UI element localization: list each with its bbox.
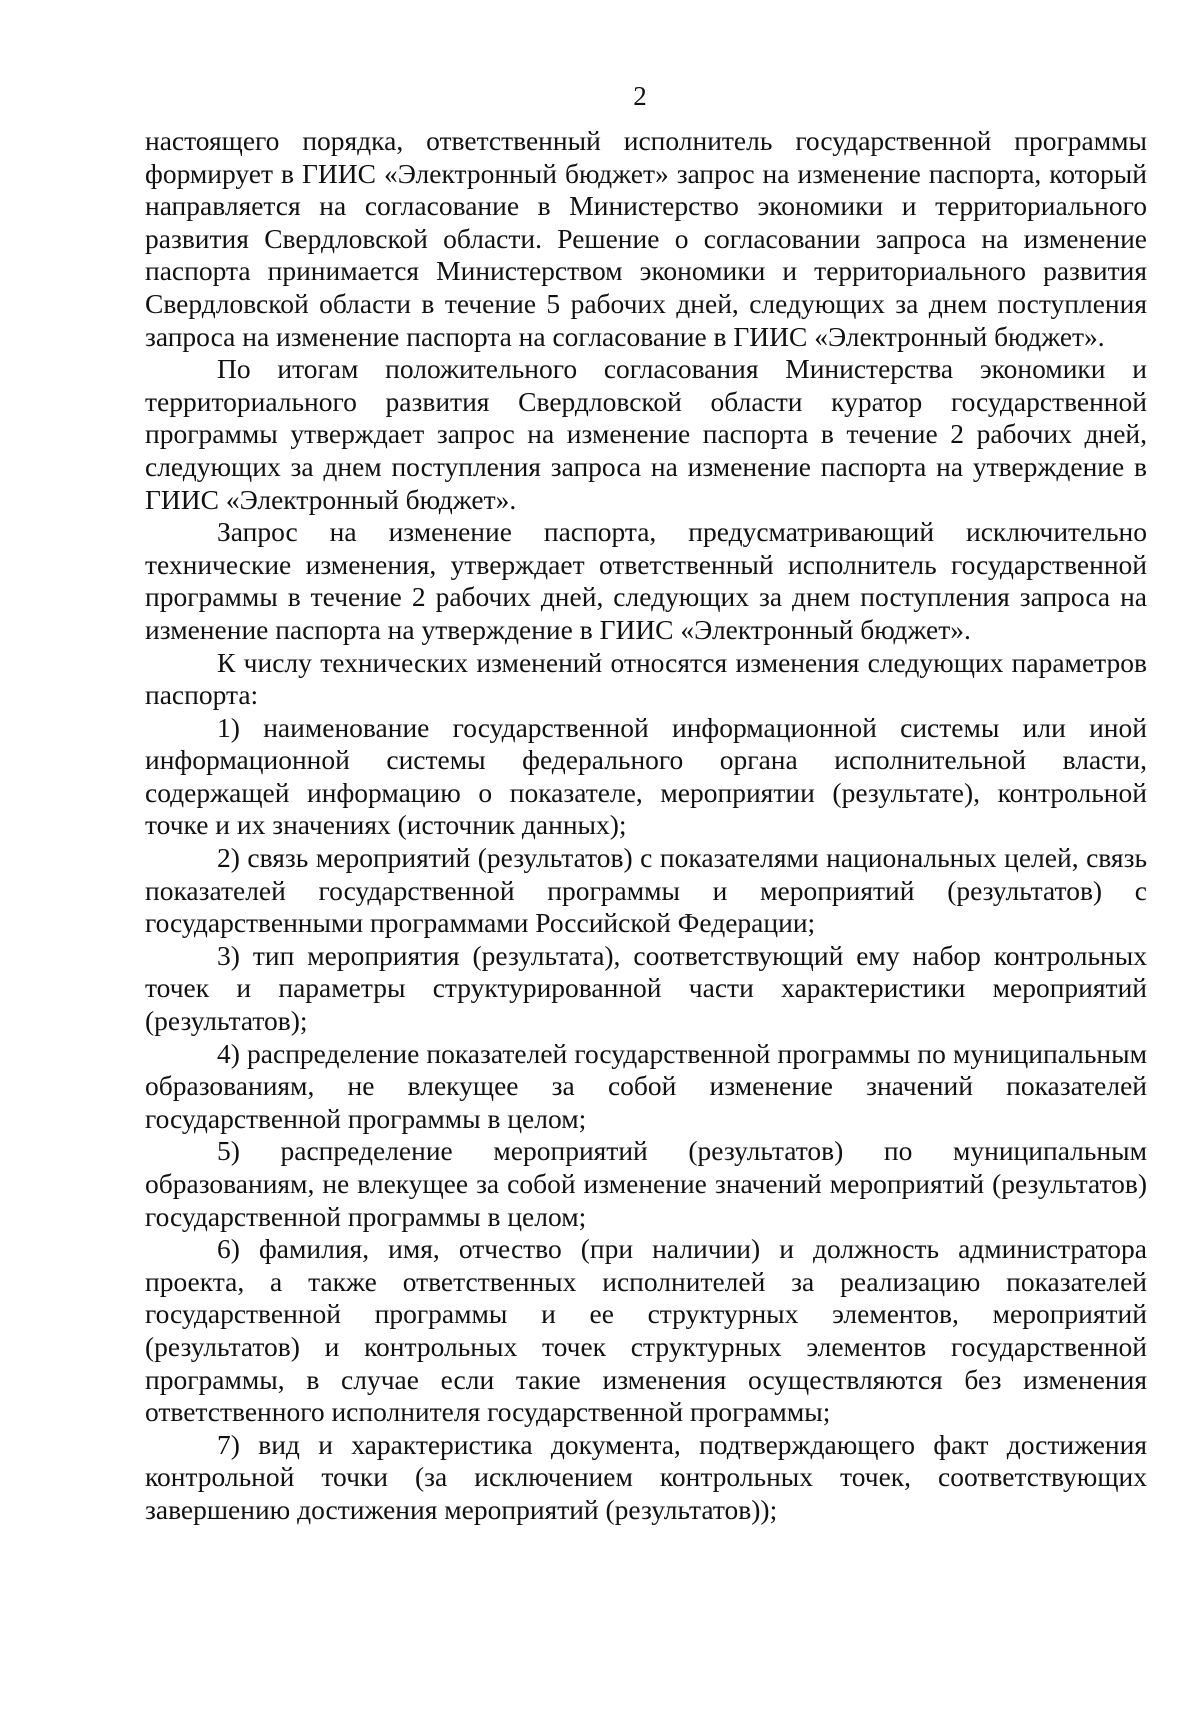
paragraph-continuation: настоящего порядка, ответственный исполнитель государственной программы формирует в ГИИС «Электронный бюджет» запрос на изменение паспорта, который направляется на согласование в Министерство экономики и территориального развития Свердловской области. Решение о согласовании запроса на изменение паспорта принимается Министерством экономики и территориального развития Свердловской области в течение 5 рабочих дней, следующих за днем поступления запроса на изменение паспорта на согласование в ГИИС «Электронный бюджет». [145,125,1147,352]
list-item-3: 3) тип мероприятия (результата), соответствующий ему набор контрольных точек и параметры структурированной части характеристики мероприятий (результатов); [145,939,1147,1037]
paragraph-curator-approval: По итогам положительного согласования Министерства экономики и территориального развития Свердловской области куратор государственной программы утверждает запрос на изменение паспорта в течение 2 рабочих дней, следующих за днем поступления запроса на изменение паспорта на утверждение в ГИИС «Электронный бюджет». [145,353,1147,515]
list-item-2: 2) связь мероприятий (результатов) с показателями национальных целей, связь показателей государственной программы и мероприятий (результатов) с государственными программами Российской Федерации; [145,842,1147,939]
list-item-6: 6) фамилия, имя, отчество (при наличии) и должность администратора проекта, а также ответственных исполнителей за реализацию показателей государственной программы и ее структурных элементов, мероприятий (результатов) и контрольных точек структурных элементов государственной программы, в случае если такие изменения осуществляются без изменения ответственного исполнителя государственной программы; [145,1233,1147,1428]
paragraph-technical-changes: Запрос на изменение паспорта, предусматривающий исключительно технические изменения, утверждает ответственный исполнитель государственной программы в течение 2 рабочих дней, следующих за днем поступления запроса на изменение паспорта на утверждение в ГИИС «Электронный бюджет». [145,516,1147,645]
list-item-1: 1) наименование государственной информационной системы или иной информационной системы федерального органа исполнительной власти, содержащей информацию о показателе, мероприятии (результате), контрольной точке и их значениях (источник данных); [145,711,1147,841]
list-item-5: 5) распределение мероприятий (результатов) по муниципальным образованиям, не влекущее за собой изменение значений мероприятий (результатов) государственной программы в целом; [145,1135,1147,1232]
paragraph-list-intro: К числу технических изменений относятся изменения следующих параметров паспорта: [145,646,1147,711]
page-number: 2 [633,81,647,111]
list-item-7: 7) вид и характеристика документа, подтверждающего факт достижения контрольной точки (за исключением контрольных точек, соответствующих завершению достижения мероприятий (результатов)); [145,1428,1147,1525]
list-item-4: 4) распределение показателей государственной программы по муниципальным образованиям, не влекущее за собой изменение значений показателей государственной программы в целом; [145,1037,1147,1134]
document-body [145,125,1147,1527]
